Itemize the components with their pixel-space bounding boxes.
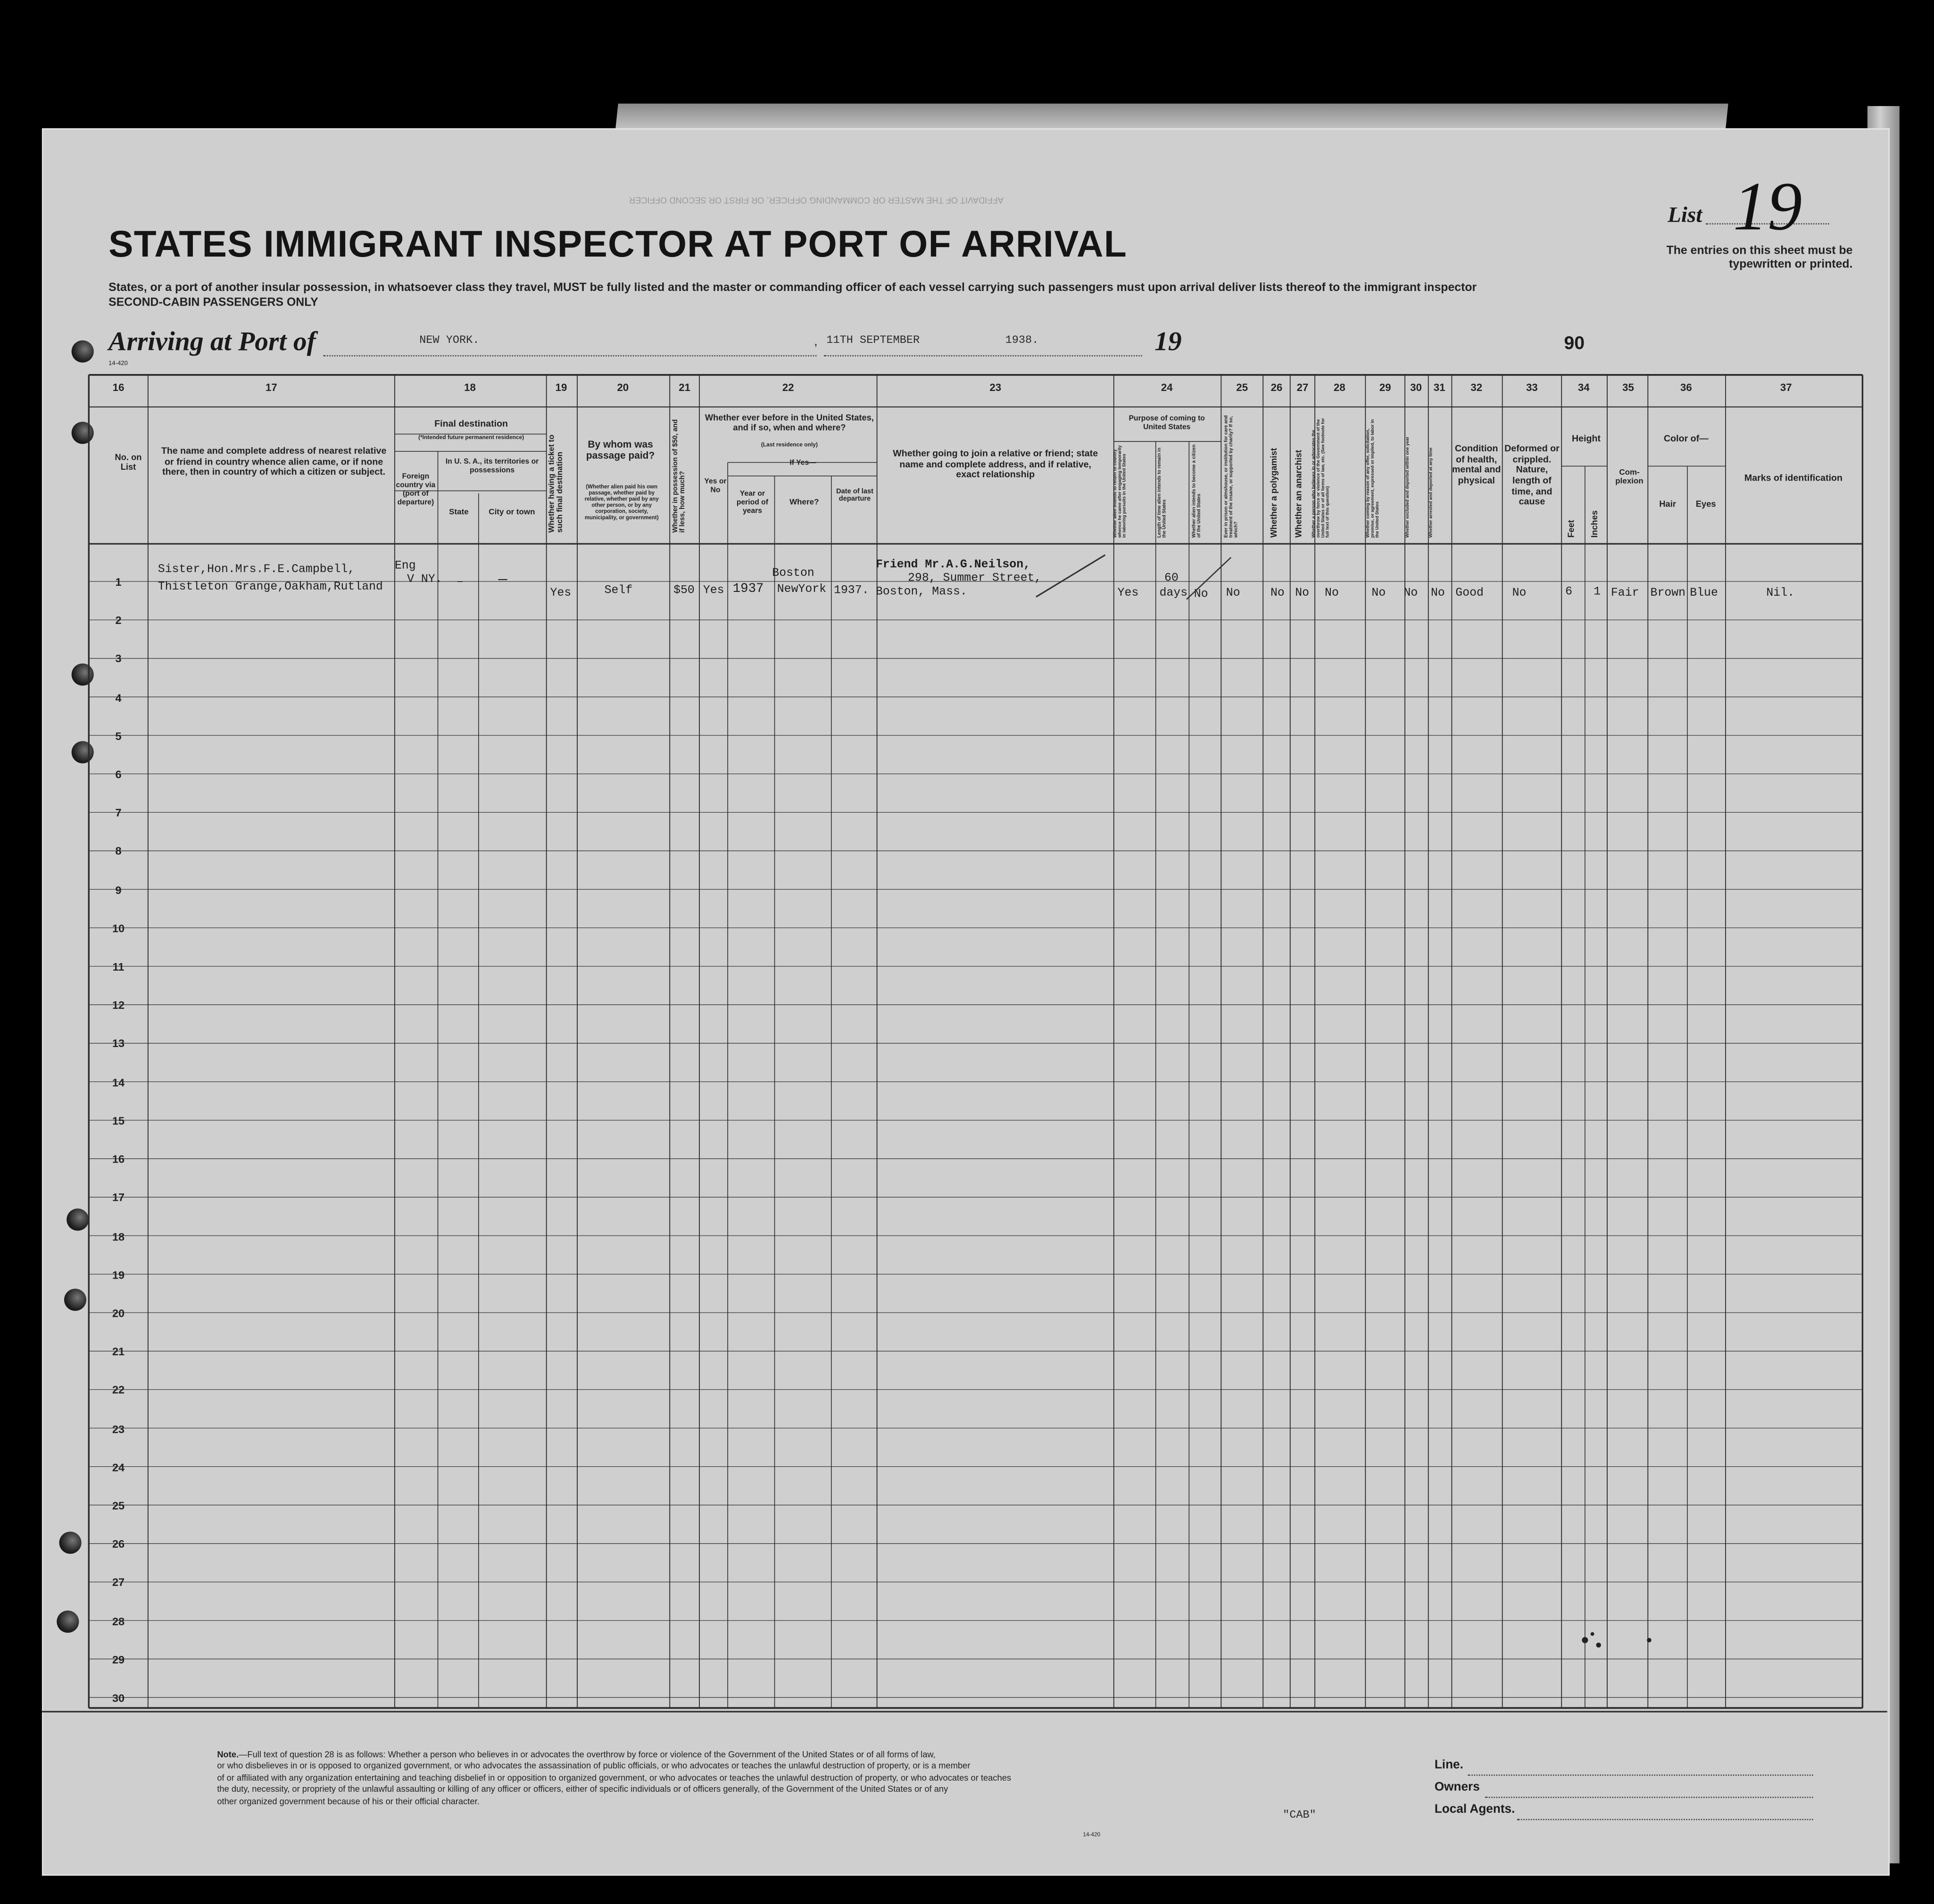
header-col19: Whether having a ticket to such final destination [548, 434, 565, 533]
line-label: Line. [1434, 1758, 1463, 1772]
note-text-1: —Full text of question 28 is as follows: Whether a person who believes in or advocates the overthrow by force or violence of the Government of the United States or of all forms of law, [239, 1751, 936, 1760]
row-number: 12 [112, 999, 125, 1012]
column-number: 25 [1236, 381, 1248, 394]
header-col32: Condition of health, mental and physical [1452, 442, 1501, 486]
list-label: List [1668, 202, 1702, 227]
header-col34: Height [1572, 432, 1601, 444]
date-of-departure-value: 1937. [834, 583, 869, 597]
header-col17: The name and complete address of nearest relative or friend in country whence alien came, or if none there, then in country of which a citizen or subject. [161, 445, 387, 478]
header-col23: Whether going to join a relative or friend; state name and complete address, and if relative, exact relationship [893, 448, 1098, 480]
header-col22-date: Date of last departure [836, 488, 873, 504]
where-value-1: Boston [772, 566, 814, 580]
column-number: 21 [679, 381, 690, 394]
header-col24-c: Whether alien intends to become a citizen of the United States [1191, 444, 1202, 538]
header-col36-hair: Hair [1659, 500, 1676, 509]
q31-value: No [1430, 585, 1445, 599]
header-col22-ifyes: If Yes— [789, 460, 816, 467]
owners-label: Owners [1434, 1780, 1480, 1795]
port-value: NEW YORK. [419, 334, 480, 347]
header-col33: Deformed or crippled. Nature, length of time, and cause [1504, 442, 1560, 507]
header-col36-eyes: Eyes [1695, 500, 1716, 509]
header-col24-title: Purpose of coming to United States [1129, 416, 1205, 432]
row-number: 15 [112, 1114, 125, 1127]
cab-mark: "CAB" [1283, 1809, 1316, 1821]
row-number: 7 [115, 806, 122, 819]
row-number: 30 [112, 1692, 125, 1704]
row-number: 11 [112, 961, 125, 973]
line-dotted [1468, 1775, 1813, 1776]
row-number: 18 [112, 1230, 125, 1243]
typewritten-note: The entries on this sheet must be typewritten or printed. [1666, 244, 1853, 272]
header-col21: Whether in possession of $50, and if less, how much? [672, 419, 687, 533]
header-no-on-list: No. on List [115, 454, 142, 473]
row-number: 16 [112, 1153, 125, 1166]
column-number: 27 [1296, 381, 1309, 394]
row-number: 6 [115, 768, 122, 781]
row-number: 2 [115, 614, 122, 627]
join-line2: 298, Summer Street, [908, 571, 1042, 585]
column-number: 36 [1680, 381, 1692, 394]
page-title: STATES IMMIGRANT INSPECTOR AT PORT OF ARRIVAL [108, 224, 1128, 266]
header-col31: Whether arrested and deported at any time [1428, 447, 1434, 538]
stay-length-2: days [1159, 585, 1188, 599]
health-value: Good [1455, 585, 1484, 599]
header-col34-feet: Feet [1568, 520, 1577, 538]
foreign-country: Eng [394, 558, 416, 573]
bleed-through-text: AFFIDAVIT OF THE MASTER OR COMMANDING OFFICER, OR FIRST OR SECOND OFFICER [629, 195, 1004, 204]
return-intent-value: Yes [1117, 585, 1139, 599]
row-number: 4 [115, 691, 122, 704]
row-number: 20 [112, 1307, 125, 1320]
header-col22-where: Where? [789, 498, 819, 507]
list-number: 19 [1733, 169, 1802, 246]
note-text-5: other organized government because of his or their official character. [217, 1797, 480, 1806]
header-col18-usa: In U. S. A., its territories or possessions [445, 458, 539, 475]
hair-value: Brown [1650, 585, 1686, 599]
row-number: 28 [112, 1615, 125, 1628]
header-col22-note: (Last residence only) [761, 441, 818, 448]
anarchist-value: No [1295, 585, 1310, 599]
q28-value: No [1325, 585, 1339, 599]
row-number: 3 [115, 653, 122, 665]
height-inches-value: 1 [1594, 584, 1601, 599]
row-number: 27 [112, 1576, 125, 1589]
row-number: 10 [112, 922, 125, 935]
header-col36: Color of— [1663, 432, 1709, 444]
page-subtitle: States, or a port of another insular possession, in whatsoever class they travel, MUST be fully listed and the master or commanding officer of each vessel carrying such passengers must upon arrival deliver lists thereof to the immigrant inspector [108, 281, 1477, 295]
period-value: 1937 [732, 582, 764, 597]
row-number: 8 [115, 845, 122, 858]
eyes-value: Blue [1690, 585, 1718, 599]
polygamist-value: No [1270, 585, 1285, 599]
year-prefix: 19 [1154, 325, 1182, 357]
form-code-top: 14-420 [108, 360, 128, 368]
column-number: 17 [266, 381, 277, 394]
agents-label: Local Agents. [1434, 1803, 1515, 1817]
row-number: 22 [112, 1384, 125, 1397]
marks-value: Nil. [1766, 585, 1795, 599]
column-number: 18 [464, 381, 476, 394]
where-value-2: NewYork [777, 582, 827, 596]
column-number: 32 [1470, 381, 1483, 394]
header-col35: Com-plexion [1615, 468, 1643, 487]
row-number: 24 [112, 1461, 125, 1473]
year-typed: 1938. [1005, 334, 1039, 347]
date-value: 11TH SEPTEMBER [826, 334, 920, 347]
relative-address-line1: Sister,Hon.Mrs.F.E.Campbell, [158, 562, 355, 576]
second-cabin-label: SECOND-CABIN PASSENGERS ONLY [108, 296, 318, 310]
q29-value: No [1371, 585, 1386, 599]
row-number: 26 [112, 1538, 125, 1551]
row-number: 14 [112, 1076, 125, 1089]
citizen-value: No [1194, 587, 1208, 601]
row-number: 9 [115, 883, 122, 896]
join-line1: Friend Mr.A.G.Neilson, [876, 557, 1031, 571]
column-number: 16 [112, 381, 125, 394]
row-number: 17 [112, 1191, 125, 1204]
row-number: 29 [112, 1653, 125, 1666]
header-col22-title: Whether ever before in the United States, and if so, when and where? [705, 414, 874, 433]
destination-state: – [456, 574, 464, 589]
height-feet-value: 6 [1565, 584, 1572, 599]
row-number: 13 [112, 1038, 125, 1050]
column-number: 28 [1334, 381, 1345, 394]
header-col28: Whether a person who believes in or advocates the overthrow by force or violence of the Government of the United States or of all forms of law, etc. (See footnote for full text of this question) [1311, 418, 1330, 538]
row-number: 1 [115, 576, 122, 589]
port-of-departure: V NY. [407, 572, 442, 586]
column-number: 31 [1433, 381, 1445, 394]
header-col18-title: Final destination [434, 418, 508, 429]
column-number: 24 [1161, 381, 1173, 394]
stay-length-1: 60 [1164, 571, 1179, 585]
column-number: 35 [1622, 381, 1634, 394]
deformed-value: No [1512, 585, 1527, 599]
relative-address-line2: Thistleton Grange,Oakham,Rutland [158, 579, 383, 593]
join-line3: Boston, Mass. [876, 584, 967, 599]
column-number: 34 [1577, 381, 1590, 394]
header-col27: Whether an anarchist [1295, 449, 1304, 538]
prison-value: No [1226, 585, 1240, 599]
comma: , [814, 335, 818, 349]
destination-city: — [498, 571, 507, 589]
row-number: 21 [112, 1345, 125, 1358]
header-col30: Whether excluded and deported within one year [1405, 436, 1410, 538]
header-col22-period: Year or period of years [736, 491, 769, 515]
money-value: $50 [673, 583, 695, 597]
ticket-value: Yes [550, 585, 572, 599]
row-number: 25 [112, 1499, 125, 1512]
header-col37: Marks of identification [1744, 472, 1843, 483]
header-col18-state: State [449, 508, 469, 517]
column-number: 26 [1270, 381, 1283, 394]
q30-value: No [1403, 585, 1418, 599]
footer-form-code: 14-420 [1083, 1831, 1101, 1837]
paid-by-value: Self [604, 583, 633, 597]
row-number: 23 [112, 1422, 125, 1435]
complexion-value: Fair [1610, 585, 1639, 599]
row-number: 5 [115, 730, 122, 742]
header-col22-yesno: Yes or No [704, 478, 727, 495]
header-col26: Whether a polygamist [1270, 448, 1279, 538]
column-number: 20 [617, 381, 629, 394]
column-number: 19 [555, 381, 567, 394]
column-number: 22 [782, 381, 794, 394]
column-number: 29 [1379, 381, 1391, 394]
header-col20-note: (Whether alien paid his own passage, whether paid by relative, whether paid by any other person, or by any corporation, society, municipality, or government) [584, 483, 659, 521]
column-number: 23 [989, 381, 1002, 394]
owners-dotted [1485, 1797, 1813, 1798]
footer-note [217, 1750, 1167, 1808]
header-col18-foreign: Foreign country via (port of departure) [396, 474, 436, 507]
ever-before-value: Yes [703, 583, 724, 597]
row-number: 19 [112, 1268, 125, 1281]
sheet-number: 90 [1564, 333, 1585, 354]
note-label: Note. [217, 1751, 239, 1760]
agents-dotted [1517, 1819, 1813, 1821]
header-col25: Ever in prison or almshouse, or institution for care and treatment of the insane, or supported by charity? If so, which? [1223, 415, 1238, 538]
header-col24-b: Length of time alien intends to remain in the United States [1157, 448, 1167, 538]
arriving-label: Arriving at Port of [108, 325, 316, 357]
note-text-3: of or affiliated with any organization entertaining and teaching disbelief in or opposition to organized government, or who advocates or teaches the unlawful destruction of property, or who advocates or teaches [217, 1774, 1012, 1783]
header-col18-note: (*Intended future permanent residence) [418, 434, 524, 441]
header-col29: Whether coming by reason of any offer, solicitation, promise, or agreement, expressed or implied, to labor in the United States [1365, 419, 1380, 538]
column-number: 33 [1526, 381, 1538, 394]
header-col20-title: By whom was passage paid? [586, 439, 655, 462]
note-text-4: the duty, necessity, or propriety of the unlawful assaulting or killing of any officer or officers, either of specific individuals or of officers generally, of the Government of the United States or of any [217, 1786, 948, 1795]
column-number: 30 [1410, 381, 1422, 394]
header-col24-a: Whether alien intends to return to country whence he came after engaging temporarily in laboring pursuits in the United States [1112, 445, 1127, 538]
column-number: 37 [1780, 381, 1792, 394]
header-col18-city: City or town [489, 508, 535, 517]
header-col34-inches: Inches [1591, 510, 1600, 538]
note-text-2: or who disbelieves in or is opposed to organized government, or who advocates the assassination of public officials, or who advocates or teaches the unlawful destruction of property, or is a member [217, 1763, 971, 1771]
